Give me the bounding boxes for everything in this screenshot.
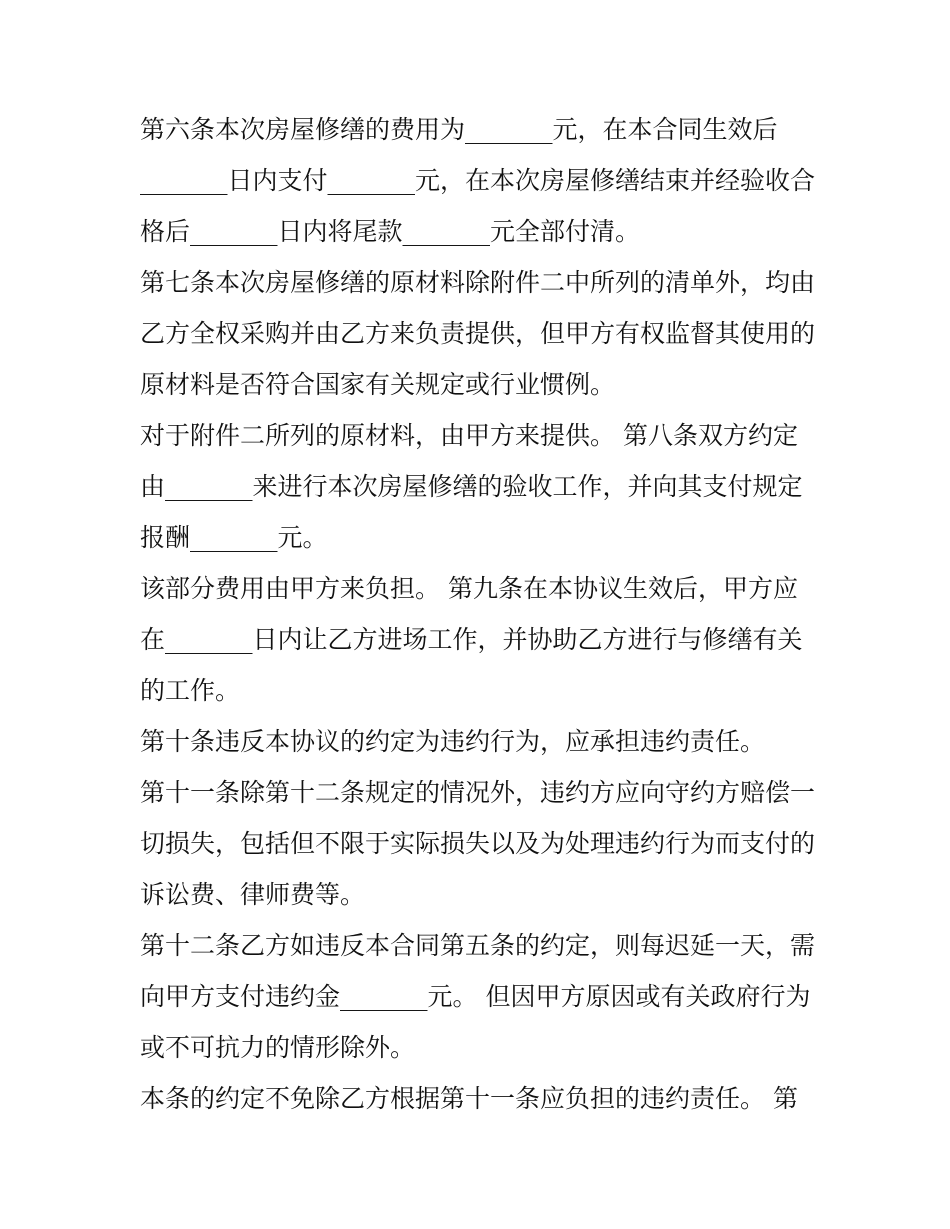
text-line: 第七条本次房屋修缮的原材料除附件二中所列的清单外，均由 <box>140 268 816 297</box>
text-line: 的工作。 <box>140 676 241 705</box>
text-line: _______日内支付_______元，在本次房屋修缮结束并经验收合 <box>140 166 816 195</box>
text-line: 对于附件二所列的原材料，由甲方来提供。 第八条双方约定 <box>140 421 798 450</box>
text-line: 第十二条乙方如违反本合同第五条的约定，则每迟延一天，需 <box>140 931 816 960</box>
text-line: 格后_______日内将尾款_______元全部付清。 <box>140 217 641 246</box>
text-line: 本条的约定不免除乙方根据第十一条应负担的违约责任。 第 <box>140 1084 798 1113</box>
text-line: 乙方全权采购并由乙方来负责提供，但甲方有权监督其使用的 <box>140 319 816 348</box>
text-line: 原材料是否符合国家有关规定或行业惯例。 <box>140 370 616 399</box>
text-line: 该部分费用由甲方来负担。 第九条在本协议生效后，甲方应 <box>140 574 798 603</box>
text-line: 切损失，包括但不限于实际损失以及为处理违约行为而支付的 <box>140 829 816 858</box>
text-line: 由_______来进行本次房屋修缮的验收工作，并向其支付规定 <box>140 472 803 501</box>
text-line: 诉讼费、律师费等。 <box>140 880 366 909</box>
text-line: 第十一条除第十二条规定的情况外，违约方应向守约方赔偿一 <box>140 778 816 807</box>
text-line: 向甲方支付违约金_______元。 但因甲方原因或有关政府行为 <box>140 982 811 1011</box>
text-line: 第十条违反本协议的约定为违约行为，应承担违约责任。 <box>140 727 766 756</box>
text-line: 在_______日内让乙方进场工作，并协助乙方进行与修缮有关 <box>140 625 803 654</box>
document-body <box>140 104 820 1124</box>
text-line: 报酬_______元。 <box>140 523 328 552</box>
text-line: 第六条本次房屋修缮的费用为_______元，在本合同生效后 <box>140 115 778 144</box>
text-line: 或不可抗力的情形除外。 <box>140 1033 416 1062</box>
